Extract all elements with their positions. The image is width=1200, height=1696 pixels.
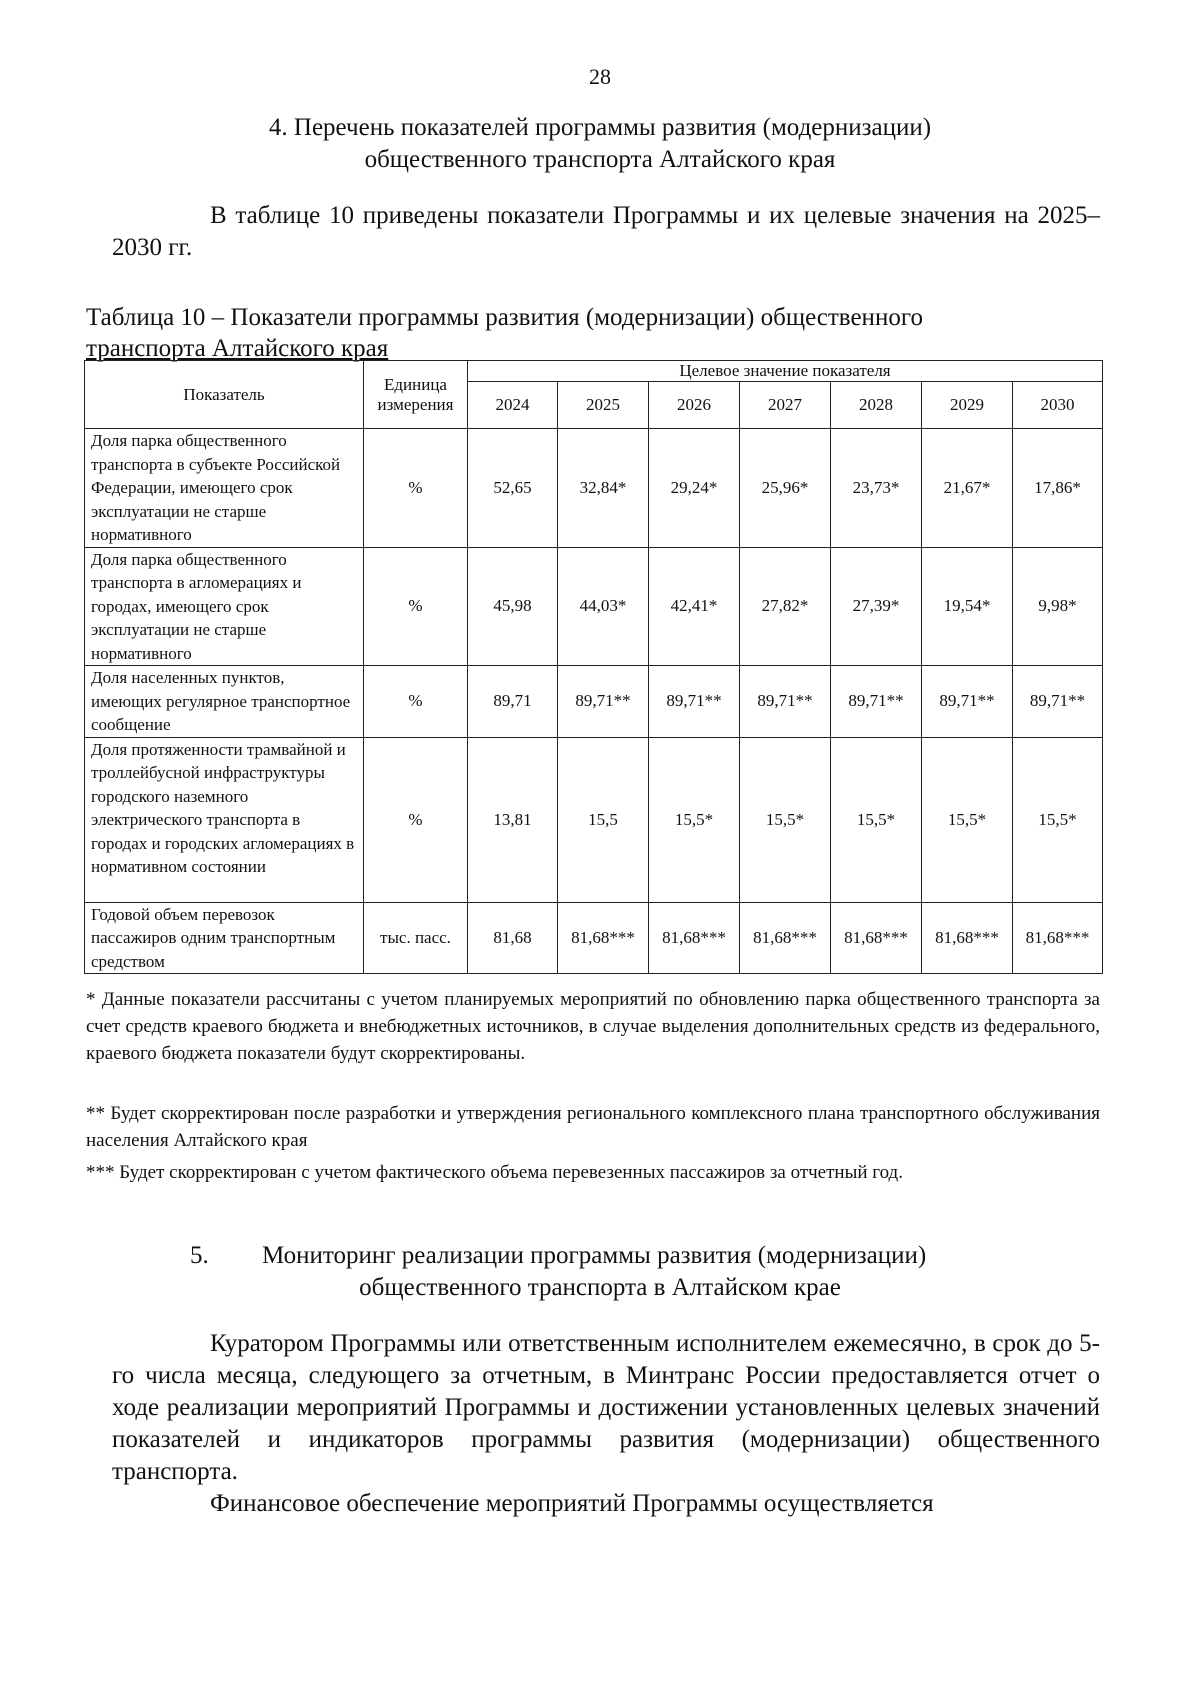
target-value-cell: 89,71** [831,666,922,738]
body-paragraph-2: Финансовое обеспечение мероприятий Программы осуществляется [210,1490,934,1517]
target-value-cell: 89,71** [1013,666,1103,738]
target-value-cell: 15,5* [922,737,1013,902]
target-value-cell: 81,68*** [1013,902,1103,974]
page-number: 28 [589,64,611,89]
table-caption-line1: Таблица 10 – Показатели программы развития (модернизации) общественного [86,304,923,331]
table-caption-line2: транспорта Алтайского края [86,335,389,362]
header-year: 2029 [922,382,1013,429]
header-year: 2025 [558,382,649,429]
target-value-cell: 13,81 [468,737,558,902]
section-5-title-line2: общественного транспорта в Алтайском крае [359,1274,841,1301]
table-caption [86,302,1100,364]
target-value-cell: 42,41* [649,547,740,666]
target-value-cell: 81,68*** [558,902,649,974]
target-value-cell: 44,03* [558,547,649,666]
target-value-cell: 21,67* [922,429,1013,548]
header-year: 2030 [1013,382,1103,429]
target-value-cell: 89,71** [740,666,831,738]
header-year: 2028 [831,382,922,429]
indicator-name: Доля протяженности трамвайной и троллейбусной инфраструктуры городского наземного электрического транспорта в городах и городских агломерациях в нормативном состоянии [85,737,364,902]
indicator-name: Доля населенных пунктов, имеющих регулярное транспортное сообщение [85,666,364,738]
target-value-cell: 19,54* [922,547,1013,666]
target-value-cell: 81,68*** [740,902,831,974]
target-value-cell: 52,65 [468,429,558,548]
target-value-cell: 15,5* [831,737,922,902]
table-row [85,737,1103,902]
intro-paragraph: В таблице 10 приведены показатели Программы и их целевые значения на 2025–2030 гг. [112,202,1100,261]
indicator-unit: % [364,737,468,902]
target-value-cell: 81,68*** [831,902,922,974]
target-value-cell: 89,71** [922,666,1013,738]
section-4-heading [60,112,1140,176]
target-value-cell: 89,71 [468,666,558,738]
indicator-unit: % [364,547,468,666]
target-value-cell: 89,71** [558,666,649,738]
section-4-title-line2: общественного транспорта Алтайского края [364,146,836,173]
body-paragraph-1: Куратором Программы или ответственным исполнителем ежемесячно, в срок до 5-го числа месяца, следующего за отчетным, в Минтранс России предоставляется отчет о ходе реализации мероприятий Программы и достижении установленных целевых значений показателей и индикаторов программы развития (модернизации) общественного транспорта. [112,1330,1100,1485]
target-value-cell: 17,86* [1013,429,1103,548]
footnote-3: *** Будет скорректирован с учетом фактического объема перевезенных пассажиров за отчетный год. [86,1162,903,1183]
indicator-name: Годовой объем перевозок пассажиров одним транспортным средством [85,902,364,974]
target-value-cell: 25,96* [740,429,831,548]
target-value-cell: 29,24* [649,429,740,548]
header-year: 2024 [468,382,558,429]
target-value-cell: 27,82* [740,547,831,666]
target-value-cell: 15,5* [740,737,831,902]
target-value-cell: 81,68*** [649,902,740,974]
indicators-table [84,360,1103,974]
indicator-name: Доля парка общественного транспорта в агломерациях и городах, имеющего срок эксплуатации не старше нормативного [85,547,364,666]
section-5-number: 5. [190,1242,209,1269]
table-row [85,666,1103,738]
target-value-cell: 23,73* [831,429,922,548]
target-value-cell: 9,98* [1013,547,1103,666]
indicator-unit: тыс. пасс. [364,902,468,974]
footnote-2: ** Будет скорректирован после разработки и утверждения регионального комплексного плана транспортного обслуживания населения Алтайского края [86,1103,1100,1151]
header-year: 2026 [649,382,740,429]
target-value-cell: 15,5* [649,737,740,902]
target-value-cell: 15,5 [558,737,649,902]
target-value-cell: 15,5* [1013,737,1103,902]
section-4-title-line1: 4. Перечень показателей программы развития (модернизации) [268,114,932,141]
header-target-value: Целевое значение показателя [468,361,1103,382]
section-5-title-line1: Мониторинг реализации программы развития (модернизации) [262,1242,927,1269]
header-indicator: Показатель [85,361,364,429]
target-value-cell: 81,68*** [922,902,1013,974]
target-value-cell: 89,71** [649,666,740,738]
target-value-cell: 45,98 [468,547,558,666]
target-value-cell: 27,39* [831,547,922,666]
table-row [85,429,1103,548]
table-row [85,902,1103,974]
indicator-name: Доля парка общественного транспорта в субъекте Российской Федерации, имеющего срок эксплуатации не старше нормативного [85,429,364,548]
indicator-unit: % [364,429,468,548]
target-value-cell: 81,68 [468,902,558,974]
indicator-unit: % [364,666,468,738]
table-row [85,547,1103,666]
header-unit: Единица измерения [364,361,468,429]
header-year: 2027 [740,382,831,429]
target-value-cell: 32,84* [558,429,649,548]
footnote-1: * Данные показатели рассчитаны с учетом планируемых мероприятий по обновлению парка общественного транспорта за счет средств краевого бюджета и внебюджетных источников, в случае выделения дополнительных средств из федерального, краевого бюджета показатели будут скорректированы. [86,989,1100,1064]
